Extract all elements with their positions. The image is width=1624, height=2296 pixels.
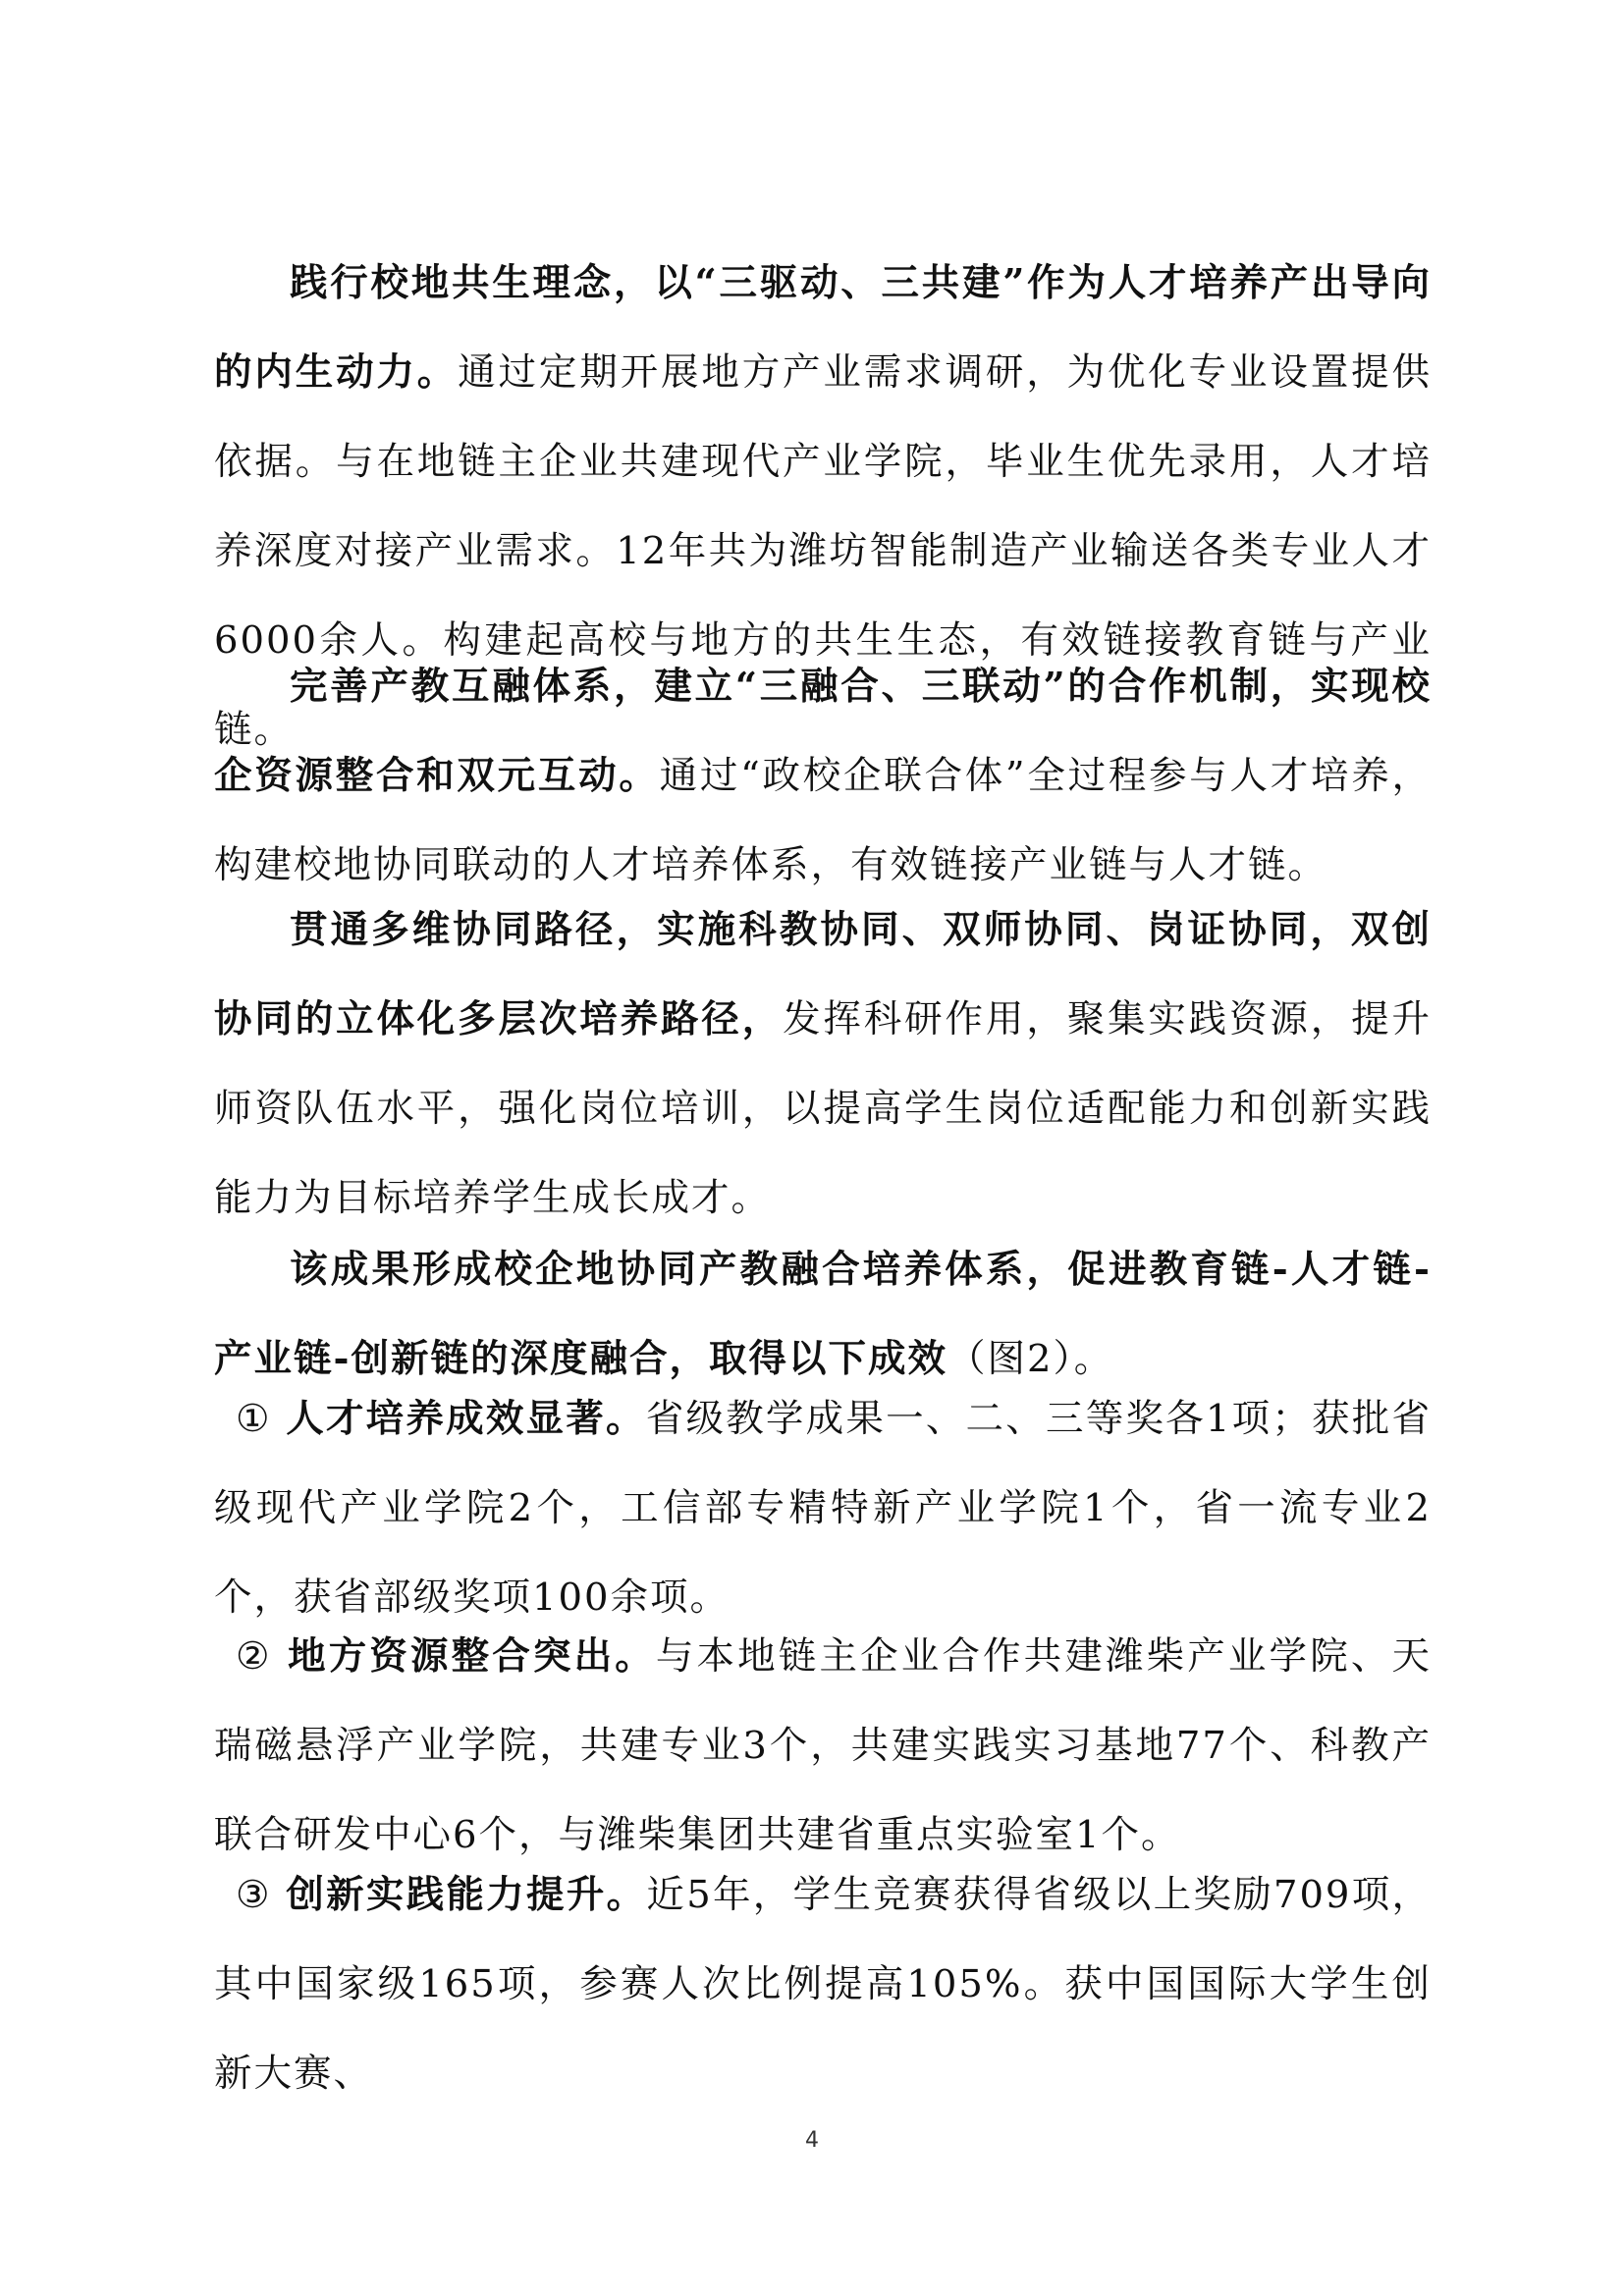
paragraph-pathway [214,885,1432,1243]
paragraph-body: （图2）。 [947,1337,1114,1381]
list-marker: ③ [236,1873,272,1917]
list-item-resources [214,1612,1432,1880]
list-marker: ① [236,1397,272,1441]
list-item-body: 省级教学成果一、二、三等奖各1项；获批省级现代产业学院2个，工信部专精特新产业学院1个，省一流专业2个，获省部级奖项100余项。 [214,1397,1433,1620]
list-item-heading: 地方资源整合突出。 [288,1634,656,1679]
list-item-talent [214,1374,1432,1642]
page-number: 4 [805,2128,819,2153]
list-item-heading: 创新实践能力提升。 [286,1873,647,1917]
list-marker: ② [236,1634,273,1679]
paragraph-heading: 该成果形成校企地协同产教融合培养体系，促进教育链-人才链-产业链-创新链的深度融合，取得以下成效 [214,1248,1432,1381]
paragraph-body: 发挥科研作用，聚集实践资源，提升师资队伍水平，强化岗位培训，以提高学生岗位适配能力和创新实践能力为目标培养学生成长成才。 [214,997,1432,1220]
paragraph-heading: 贯通多维协同路径，实施科教协同、双师协同、岗证协同，双创协同的立体化多层次培养路径， [214,908,1432,1041]
paragraph-body: 通过“政校企联合体”全过程参与人才培养，构建校地协同联动的人才培养体系，有效链接产业链与人才链。 [214,754,1432,887]
list-item-body: 近5年，学生竞赛获得省级以上奖励709项，其中国家级165项，参赛人次比例提高105%。获中国国际大学生创新大赛、 [214,1873,1432,2096]
list-item-body: 与本地链主企业合作共建潍柴产业学院、天瑞磁悬浮产业学院，共建专业3个，共建实践实习基地77个、科教产联合研发中心6个，与潍柴集团共建省重点实验室1个。 [214,1634,1432,1857]
paragraph-body: 通过定期开展地方产业需求调研，为优化专业设置提供依据。与在地链主企业共建现代产业学院，毕业生优先录用，人才培养深度对接产业需求。12年共为潍坊智能制造产业输送各类专业人才6000余人。构建起高校与地方的共生生态，有效链接教育链与产业链。 [214,350,1432,752]
paragraph-heading: 完善产教互融体系，建立“三融合、三联动”的合作机制，实现校企资源整合和双元互动。 [214,665,1432,798]
paragraph-heading: 践行校地共生理念，以“三驱动、三共建”作为人才培养产出导向的内生动力。 [214,261,1432,395]
paragraph-integration [214,642,1432,910]
list-item-heading: 人才培养成效显著。 [286,1397,646,1441]
list-item-innovation [214,1850,1432,2118]
